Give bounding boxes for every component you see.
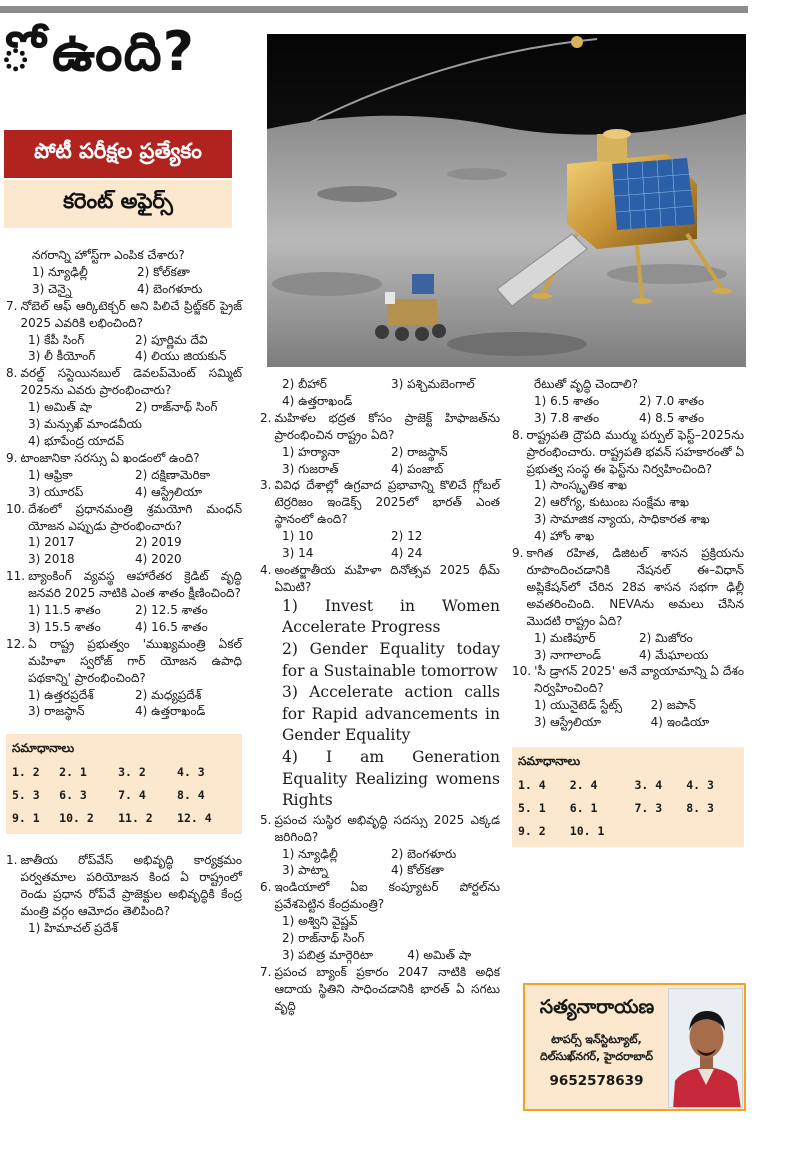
option: 1) 10 — [282, 529, 314, 544]
column-3 — [512, 376, 744, 847]
option: 2) మిజోరం — [639, 630, 693, 645]
option: 1) అశ్విని వైష్ణవ్ — [282, 914, 358, 929]
answer — [634, 820, 686, 843]
answers-box — [512, 747, 744, 847]
option: 4) ఆస్ట్రేలియా — [135, 484, 203, 499]
answer: 10. 2 — [59, 811, 94, 826]
author-institute-line: దిల్‌సుఖ్‌నగర్, హైదరాబాద్ — [539, 1050, 654, 1063]
answer: 5. 1 — [518, 800, 546, 815]
answer: 7. 4 — [118, 788, 146, 803]
option: 3) ఆస్ట్రేలియా — [534, 715, 602, 730]
option: 3) సామాజిక న్యాయ, సాధికారత శాఖ — [534, 512, 710, 527]
moon-lander-photo — [267, 34, 746, 367]
question — [260, 879, 500, 913]
option: 1) ఆఫ్రికా — [28, 467, 73, 482]
option: 1) కేపీ సింగ్ — [28, 332, 85, 347]
question-number: 5. — [260, 812, 272, 827]
answers-title: సమాధానాలు — [518, 754, 581, 769]
option: 3) Accelerate action calls for Rapid advancements in Gender Equality — [282, 683, 500, 745]
question — [260, 410, 500, 444]
option: 2) దక్షిణామెరికా — [135, 467, 211, 482]
author-photo — [668, 988, 743, 1108]
question — [260, 562, 500, 596]
option: 4) అమిత్ షా — [407, 947, 472, 962]
question-number: 7. — [6, 298, 18, 313]
question — [512, 427, 744, 478]
question-number: 4. — [260, 562, 272, 577]
question — [6, 852, 242, 920]
options — [6, 534, 242, 568]
question-number: 1. — [6, 853, 18, 867]
options — [260, 528, 500, 562]
question — [6, 298, 242, 332]
answers-table — [12, 761, 236, 830]
question-number: 3. — [260, 478, 272, 493]
question — [260, 812, 500, 846]
question-number: 9. — [6, 450, 18, 465]
column-1 — [6, 247, 242, 937]
question-text: రాష్ట్రపతి ద్రౌపది ముర్ము పర్పుల్ ఫెస్ట్–2025ను ప్రారంభించారు. రాష్ట్రపతి భవన్ సహకారంతో ఏ ప్రభుత్వ సంస్థ ఈ ఫెస్ట్‌ను నిర్వహించింది? — [526, 427, 744, 476]
option: 2) మధ్యప్రదేశ్ — [135, 687, 202, 702]
option: 4) ఉత్తరాఖండ్ — [282, 393, 353, 408]
section-banner: పోటీ పరీక్షల ప్రత్యేకం — [4, 130, 232, 178]
column-2 — [260, 376, 500, 1015]
author-name: సత్యనారాయణ — [539, 996, 655, 1018]
headline: ో ఉంది? — [0, 20, 195, 83]
option: 4) 24 — [391, 546, 423, 561]
question-number: 10. — [6, 501, 26, 516]
option: 2) 12 — [391, 529, 423, 544]
option: 1) హిమాచల్ ప్రదేశ్ — [28, 920, 118, 935]
option: 3) రాజస్థాన్ — [28, 704, 85, 719]
question-text: అంతర్జాతీయ మహిళా దినోత్సవ 2025 థీమ్ ఏమిటి? — [274, 562, 500, 594]
question-number: 12. — [6, 636, 26, 651]
option: 2) కోల్‌కతా — [137, 264, 190, 279]
answer: 6. 3 — [59, 788, 87, 803]
options — [260, 846, 500, 880]
options — [260, 947, 500, 964]
author-institute-line: టాపర్స్ ఇన్‌స్టిట్యూట్, — [551, 1033, 642, 1046]
options — [6, 399, 242, 416]
option: 3) చెన్నై — [32, 281, 72, 296]
answer: 3. 4 — [634, 777, 663, 792]
question-text: టాంజానికా సరస్సు ఏ ఖండంలో ఉంది? — [20, 450, 200, 465]
question-text: ఏ రాష్ట్ర ప్రభుత్వం 'ముఖ్యమంత్రి ఏకల్ మహిళా స్వరోజ్ గార్ యోజన ఉపాధి పథకాన్ని' ప్రారంభించింది? — [28, 636, 242, 685]
option: 4) 2020 — [135, 552, 182, 567]
option: 4) మేఘాలయ — [639, 647, 709, 662]
question-number: 6. — [260, 880, 272, 895]
option: 1) న్యూఢిల్లీ — [282, 846, 338, 861]
option: 4) 8.5 శాతం — [639, 410, 705, 425]
question-text: జాతీయ రోప్‌వేస్ అభివృద్ధి కార్యక్రమం పర్వతమాల పరియోజన కింద ఏ రాష్ట్రంలో రెండు ప్రధాన రోప్‌వే ప్రాజెక్టుల అభివృద్ధికి కేంద్ర మంత్రి వర్గం ఆమోదం తెలిపింది? — [20, 853, 242, 918]
answer: 10. 1 — [569, 823, 605, 838]
answer: 1. 2 — [12, 765, 40, 780]
option: 3) నాగాలాండ్ — [534, 647, 602, 662]
question-number: 2. — [260, 410, 272, 425]
options — [512, 697, 744, 731]
option: 4) లియు జియకున్ — [135, 349, 227, 364]
answers-title: సమాధానాలు — [12, 741, 75, 756]
answer: 4. 3 — [686, 777, 714, 792]
option: 1) హర్యానా — [282, 444, 340, 459]
option: 3) పాట్నా — [282, 863, 329, 878]
option: 4) బెంగళూరు — [137, 281, 203, 296]
options — [6, 332, 242, 366]
option: 2) జపాన్ — [650, 698, 696, 713]
answer: 11. 2 — [118, 811, 153, 826]
option: 1) 6.5 శాతం — [534, 393, 600, 408]
question — [260, 964, 500, 1015]
option: 3) 15.5 శాతం — [28, 619, 101, 634]
option: 2) ఆరోగ్య, కుటుంబ సంక్షేమ శాఖ — [534, 495, 690, 510]
option: 4) I am Generation Equality Realizing womens Rights — [282, 747, 500, 810]
question-number: 11. — [6, 569, 26, 584]
options — [512, 393, 744, 427]
option: 4) భూపేంద్ర యాదవ్ — [28, 433, 125, 448]
options — [6, 687, 242, 721]
options — [6, 264, 242, 298]
answer: 5. 3 — [12, 788, 40, 803]
option: 2) Gender Equality today for a Sustainable tomorrow — [282, 639, 500, 680]
author-institute — [525, 1031, 668, 1065]
top-rule — [0, 6, 748, 13]
option: 3) 7.8 శాతం — [534, 410, 600, 425]
question-number: 9. — [512, 546, 524, 561]
question-text: దేశంలో ప్రధానమంత్రి శ్రమయోగి మంధన్ యోజన ఎప్పుడు ప్రారంభించారు? — [28, 501, 242, 533]
question-text: 'సీ డ్రాగన్ 2025' అనే వ్యాయామాన్ని ఏ దేశం నిర్వహించింది? — [534, 664, 744, 696]
option: 3) 14 — [282, 546, 314, 561]
option: 1) Invest in Women Accelerate Progress — [282, 596, 500, 637]
question-text: వివిధ దేశాల్లో ఉగ్రవాద ప్రభావాన్ని కొలిచే గ్లోబల్ టెర్రరిజం ఇండెక్స్ 2025లో భారత్ ఎంత స్థానంలో ఉంది? — [274, 478, 500, 527]
option: 2) రాజ్‌నాథ్ సింగ్ — [282, 931, 365, 946]
option: 2) బెంగళూరు — [391, 846, 457, 861]
answer: 2. 4 — [569, 777, 598, 792]
question — [512, 663, 744, 697]
question — [260, 477, 500, 528]
question-text: కాగిత రహిత, డిజిటల్ శాసన ప్రక్రియను రూపొందించడానికి నేషనల్ ఈ–విధాన్ అప్లికేషన్‌లో చేరిన 28వ శాసన సభగా ఢిల్లీ అవతరించింది. NEVAను అమలు చేసిన మొదటి రాష్ట్రం ఏది? — [526, 546, 744, 628]
answer — [686, 820, 738, 843]
answers-table — [518, 774, 738, 843]
answer: 7. 3 — [634, 800, 663, 815]
option: 3) యూరప్ — [28, 484, 84, 499]
question — [6, 636, 242, 687]
option: 1) యునైటెడ్ స్టేట్స్ — [534, 698, 623, 713]
option: 3) లీ కీయోంగ్ — [28, 349, 96, 364]
option: 2) బీహార్ — [282, 377, 327, 391]
answer: 6. 1 — [569, 800, 598, 815]
question-text: నోబెల్ ఆఫ్ ఆర్కిటెక్చర్ అని పిలిచే ప్రిట్జ్‌కర్ ప్రైజ్ 2025 ఎవరికి లభించింది? — [20, 298, 242, 330]
question-text: వరల్డ్ సస్టెయినబుల్ డెవలప్‌మెంట్ సమ్మిట్ 2025ను ఎవరు ప్రారంభించారు? — [20, 366, 242, 398]
options — [6, 467, 242, 501]
option: 2) పూర్ణిమ దేవి — [135, 332, 208, 347]
question-text: మహిళల భద్రత కోసం ప్రాజెక్ట్ హిఫాజత్‌ను ప్రారంభించిన రాష్ట్రం ఏది? — [274, 410, 500, 442]
answer: 8. 4 — [177, 788, 205, 803]
option: 2) 7.0 శాతం — [639, 393, 705, 408]
author-phone: 9652578639 — [549, 1073, 644, 1089]
section-subtitle: కరెంట్ అఫైర్స్ — [4, 180, 232, 228]
question — [512, 545, 744, 630]
options — [260, 376, 500, 393]
question-fragment: రేటుతో వృద్ధి చెందాలి? — [534, 377, 638, 391]
answer: 2. 1 — [59, 765, 87, 780]
options — [260, 444, 500, 478]
answers-box — [6, 734, 242, 834]
question — [6, 365, 242, 399]
question-number: 7. — [260, 964, 272, 979]
option: 4) పంజాబ్ — [391, 461, 444, 476]
option: 1) అమిత్ షా — [28, 400, 92, 415]
answer: 8. 3 — [686, 800, 714, 815]
option: 1) సాంస్కృతిక శాఖ — [534, 478, 627, 493]
question-fragment: నగరాన్ని హోస్ట్‌గా ఎంపిక చేశారు? — [32, 248, 185, 262]
option: 4) ఉత్తరాఖండ్ — [135, 704, 206, 719]
question-number: 10. — [512, 664, 532, 679]
option: 2) 12.5 శాతం — [135, 603, 208, 618]
option: 4) ఇండియా — [650, 715, 710, 730]
question-text: ఇండియాలో ఏఐ కంప్యూటర్ పోర్టల్‌ను ప్రవేశపెట్టిన కేంద్రమంత్రి? — [274, 880, 500, 912]
option: 1) 2017 — [28, 535, 75, 550]
options — [512, 630, 744, 664]
answer: 9. 1 — [12, 811, 40, 826]
question — [6, 568, 242, 602]
option: 1) 11.5 శాతం — [28, 603, 101, 618]
option: 2) 2019 — [135, 535, 182, 550]
answer: 9. 2 — [518, 823, 546, 838]
option: 4) హోం శాఖ — [534, 529, 595, 544]
option: 1) మణిపూర్ — [534, 630, 596, 645]
options — [6, 602, 242, 636]
question-text: ప్రపంచ సుస్థిర అభివృద్ధి సదస్సు 2025 ఎక్కడ జరిగింది? — [274, 812, 500, 844]
question — [6, 450, 242, 467]
question-number: 8. — [6, 366, 18, 381]
option: 4) కోల్‌కతా — [391, 863, 444, 878]
answer: 4. 3 — [177, 765, 205, 780]
question-number: 8. — [512, 427, 524, 442]
question-text: ప్రపంచ బ్యాంక్ ప్రకారం 2047 నాటికి అధిక ఆదాయ స్థితిని సాధించడానికి భారత్ ఏ సగటు వృద్ధి — [274, 964, 500, 1013]
option: 3) మన్సుఖ్ మాండవీయ — [28, 417, 142, 432]
question — [6, 501, 242, 535]
question-text: బ్యాంకింగ్ వ్యవస్థ ఆహారేతర క్రెడిట్ వృద్ధి జనవరి 2025 నాటికి ఎంత శాతం క్షీణించింది? — [28, 569, 242, 601]
answer: 12. 4 — [177, 811, 212, 826]
option: 3) పశ్చిమబెంగాల్ — [391, 377, 475, 391]
option: 3) పబిత్ర మార్గెరిటా — [282, 947, 373, 962]
answer: 3. 2 — [118, 765, 146, 780]
answer: 1. 4 — [518, 777, 546, 792]
option: 4) 16.5 శాతం — [135, 619, 208, 634]
option: 3) 2018 — [28, 552, 75, 567]
option: 2) రాజ్‌నాథ్ సింగ్ — [135, 400, 218, 415]
option: 2) రాజస్థాన్ — [391, 444, 448, 459]
option: 1) ఉత్తరప్రదేశ్ — [28, 687, 94, 702]
option: 1) న్యూఢిల్లీ — [32, 264, 88, 279]
option: 3) గుజరాత్ — [282, 461, 339, 476]
